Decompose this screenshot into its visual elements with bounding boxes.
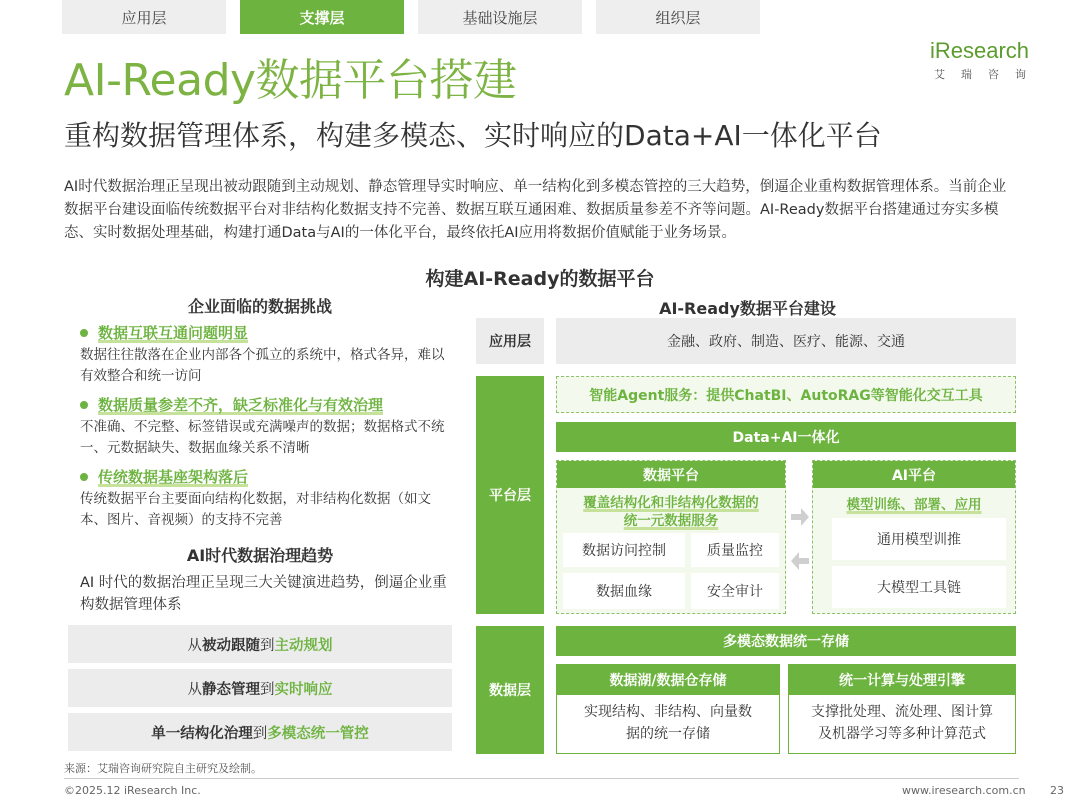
exchange-arrows-icon xyxy=(789,506,811,572)
app-layer-label: 应用层 xyxy=(476,318,544,364)
challenges-heading: 企业面临的数据挑战 xyxy=(187,297,332,316)
source-note: 来源：艾瑞咨询研究院自主研究及绘制。 xyxy=(64,762,262,775)
challenge-text: 数据往往散落在企业内部各个孤立的系统中，格式各异，难以有效整合和统一访问 xyxy=(80,347,445,384)
intro-paragraph: AI时代数据治理正呈现出被动跟随到主动规划、静态管理导实时响应、单一结构化到多模态管控的三大趋势，倒逼企业重构数据管理体系。当前企业数据平台建设面临传统数据平台对非结构化数据支持不完善、数据互联互通困难、数据质量参差不齐等问题。AI-Ready数据平台搭建通过夯实多模态、实时数据处理基础，构建打通Data与AI的一体化平台，最终依托AI应用将数据价值赋能于业务场景。 xyxy=(64,179,1007,241)
logo-prefix: i xyxy=(930,38,935,63)
llm-toolchain: 大模型工具链 xyxy=(832,566,1006,608)
page-title: AI-Ready数据平台搭建 xyxy=(64,55,517,106)
section-tabs xyxy=(62,0,760,34)
platform-layer-label: 平台层 xyxy=(476,376,544,614)
data-platform-sub1: 覆盖结构化和非结构化数据的 xyxy=(583,495,759,511)
website-link[interactable]: www.iresearch.com.cn xyxy=(902,784,1026,797)
data-platform-title: 数据平台 xyxy=(557,461,785,488)
data-lake-title: 数据湖/数据仓存储 xyxy=(557,665,779,695)
trend-box: 从 静态管理 到 实时响应 xyxy=(68,669,452,707)
page-subtitle: 重构数据管理体系，构建多模态、实时响应的Data+AI一体化平台 xyxy=(64,119,882,152)
agent-service: 智能Agent服务：提供ChatBI、AutoRAG等智能化交互工具 xyxy=(556,376,1016,413)
challenge-title: 传统数据基座架构落后 xyxy=(98,468,249,486)
compute-engine-box xyxy=(788,664,1016,754)
footer-divider xyxy=(64,778,1019,779)
logo-cn: 艾瑞咨询 xyxy=(934,68,1042,81)
challenge-item xyxy=(80,466,455,531)
ai-platform-sub: 模型训练、部署、应用 xyxy=(846,497,982,513)
trend-box: 单一结构化治理 到 多模态统一管控 xyxy=(68,713,452,751)
data-layer-label: 数据层 xyxy=(476,626,544,754)
data-platform-sub2: 统一元数据服务 xyxy=(623,513,719,529)
challenge-text: 传统数据平台主要面向结构化数据，对非结构化数据（如文本、图片、音视频）的支持不完善 xyxy=(80,491,431,528)
challenge-item xyxy=(80,322,455,387)
trends-text: AI 时代的数据治理正呈现三大关键演进趋势，倒逼企业重构数据管理体系 xyxy=(80,575,447,613)
general-model-training: 通用模型训推 xyxy=(832,518,1006,560)
challenge-item xyxy=(80,394,455,459)
challenge-text: 不准确、不完整、标签错误或充满噪声的数据；数据格式不统一、元数据缺失、数据血缘关系不清晰 xyxy=(80,419,445,456)
copyright: ©2025.12 iResearch Inc. xyxy=(64,784,201,797)
data-access-control: 数据访问控制 xyxy=(563,533,685,567)
tab-infrastructure-layer[interactable]: 基础设施层 xyxy=(418,0,582,34)
app-layer-content: 金融、政府、制造、医疗、能源、交通 xyxy=(556,318,1016,364)
bullet-dot-icon xyxy=(80,473,88,481)
page-number: 23 xyxy=(1050,784,1064,797)
compute-engine-line1: 支撑批处理、流处理、图计算 xyxy=(811,704,993,720)
challenge-title: 数据互联互通问题明显 xyxy=(98,324,249,342)
trends-heading: AI时代数据治理趋势 xyxy=(186,546,334,565)
compute-engine-line2: 及机器学习等多种计算范式 xyxy=(818,726,986,742)
data-ai-bar: Data+AI一体化 xyxy=(556,422,1016,452)
diagram-title: 构建AI-Ready的数据平台 xyxy=(425,268,655,290)
logo-word: Research xyxy=(934,38,1030,63)
tab-support-layer[interactable]: 支撑层 xyxy=(240,0,404,34)
quality-monitoring: 质量监控 xyxy=(691,533,779,567)
tab-application-layer[interactable]: 应用层 xyxy=(62,0,226,34)
trend-box: 从 被动跟随 到 主动规划 xyxy=(68,625,452,663)
data-lineage: 数据血缘 xyxy=(563,573,685,609)
multimodal-storage-bar: 多模态数据统一存储 xyxy=(556,626,1016,656)
iresearch-logo xyxy=(928,38,1050,82)
challenge-title: 数据质量参差不齐，缺乏标准化与有效治理 xyxy=(98,396,384,414)
bullet-dot-icon xyxy=(80,329,88,337)
compute-engine-title: 统一计算与处理引擎 xyxy=(789,665,1015,695)
data-lake-box xyxy=(556,664,780,754)
data-lake-line1: 实现结构、非结构、向量数 xyxy=(584,704,752,720)
platform-heading: AI-Ready数据平台建设 xyxy=(659,299,836,318)
security-audit: 安全审计 xyxy=(691,573,779,609)
ai-platform-title: AI平台 xyxy=(813,461,1015,488)
bullet-dot-icon xyxy=(80,401,88,409)
data-lake-line2: 据的统一存储 xyxy=(626,726,710,742)
tab-organization-layer[interactable]: 组织层 xyxy=(596,0,760,34)
